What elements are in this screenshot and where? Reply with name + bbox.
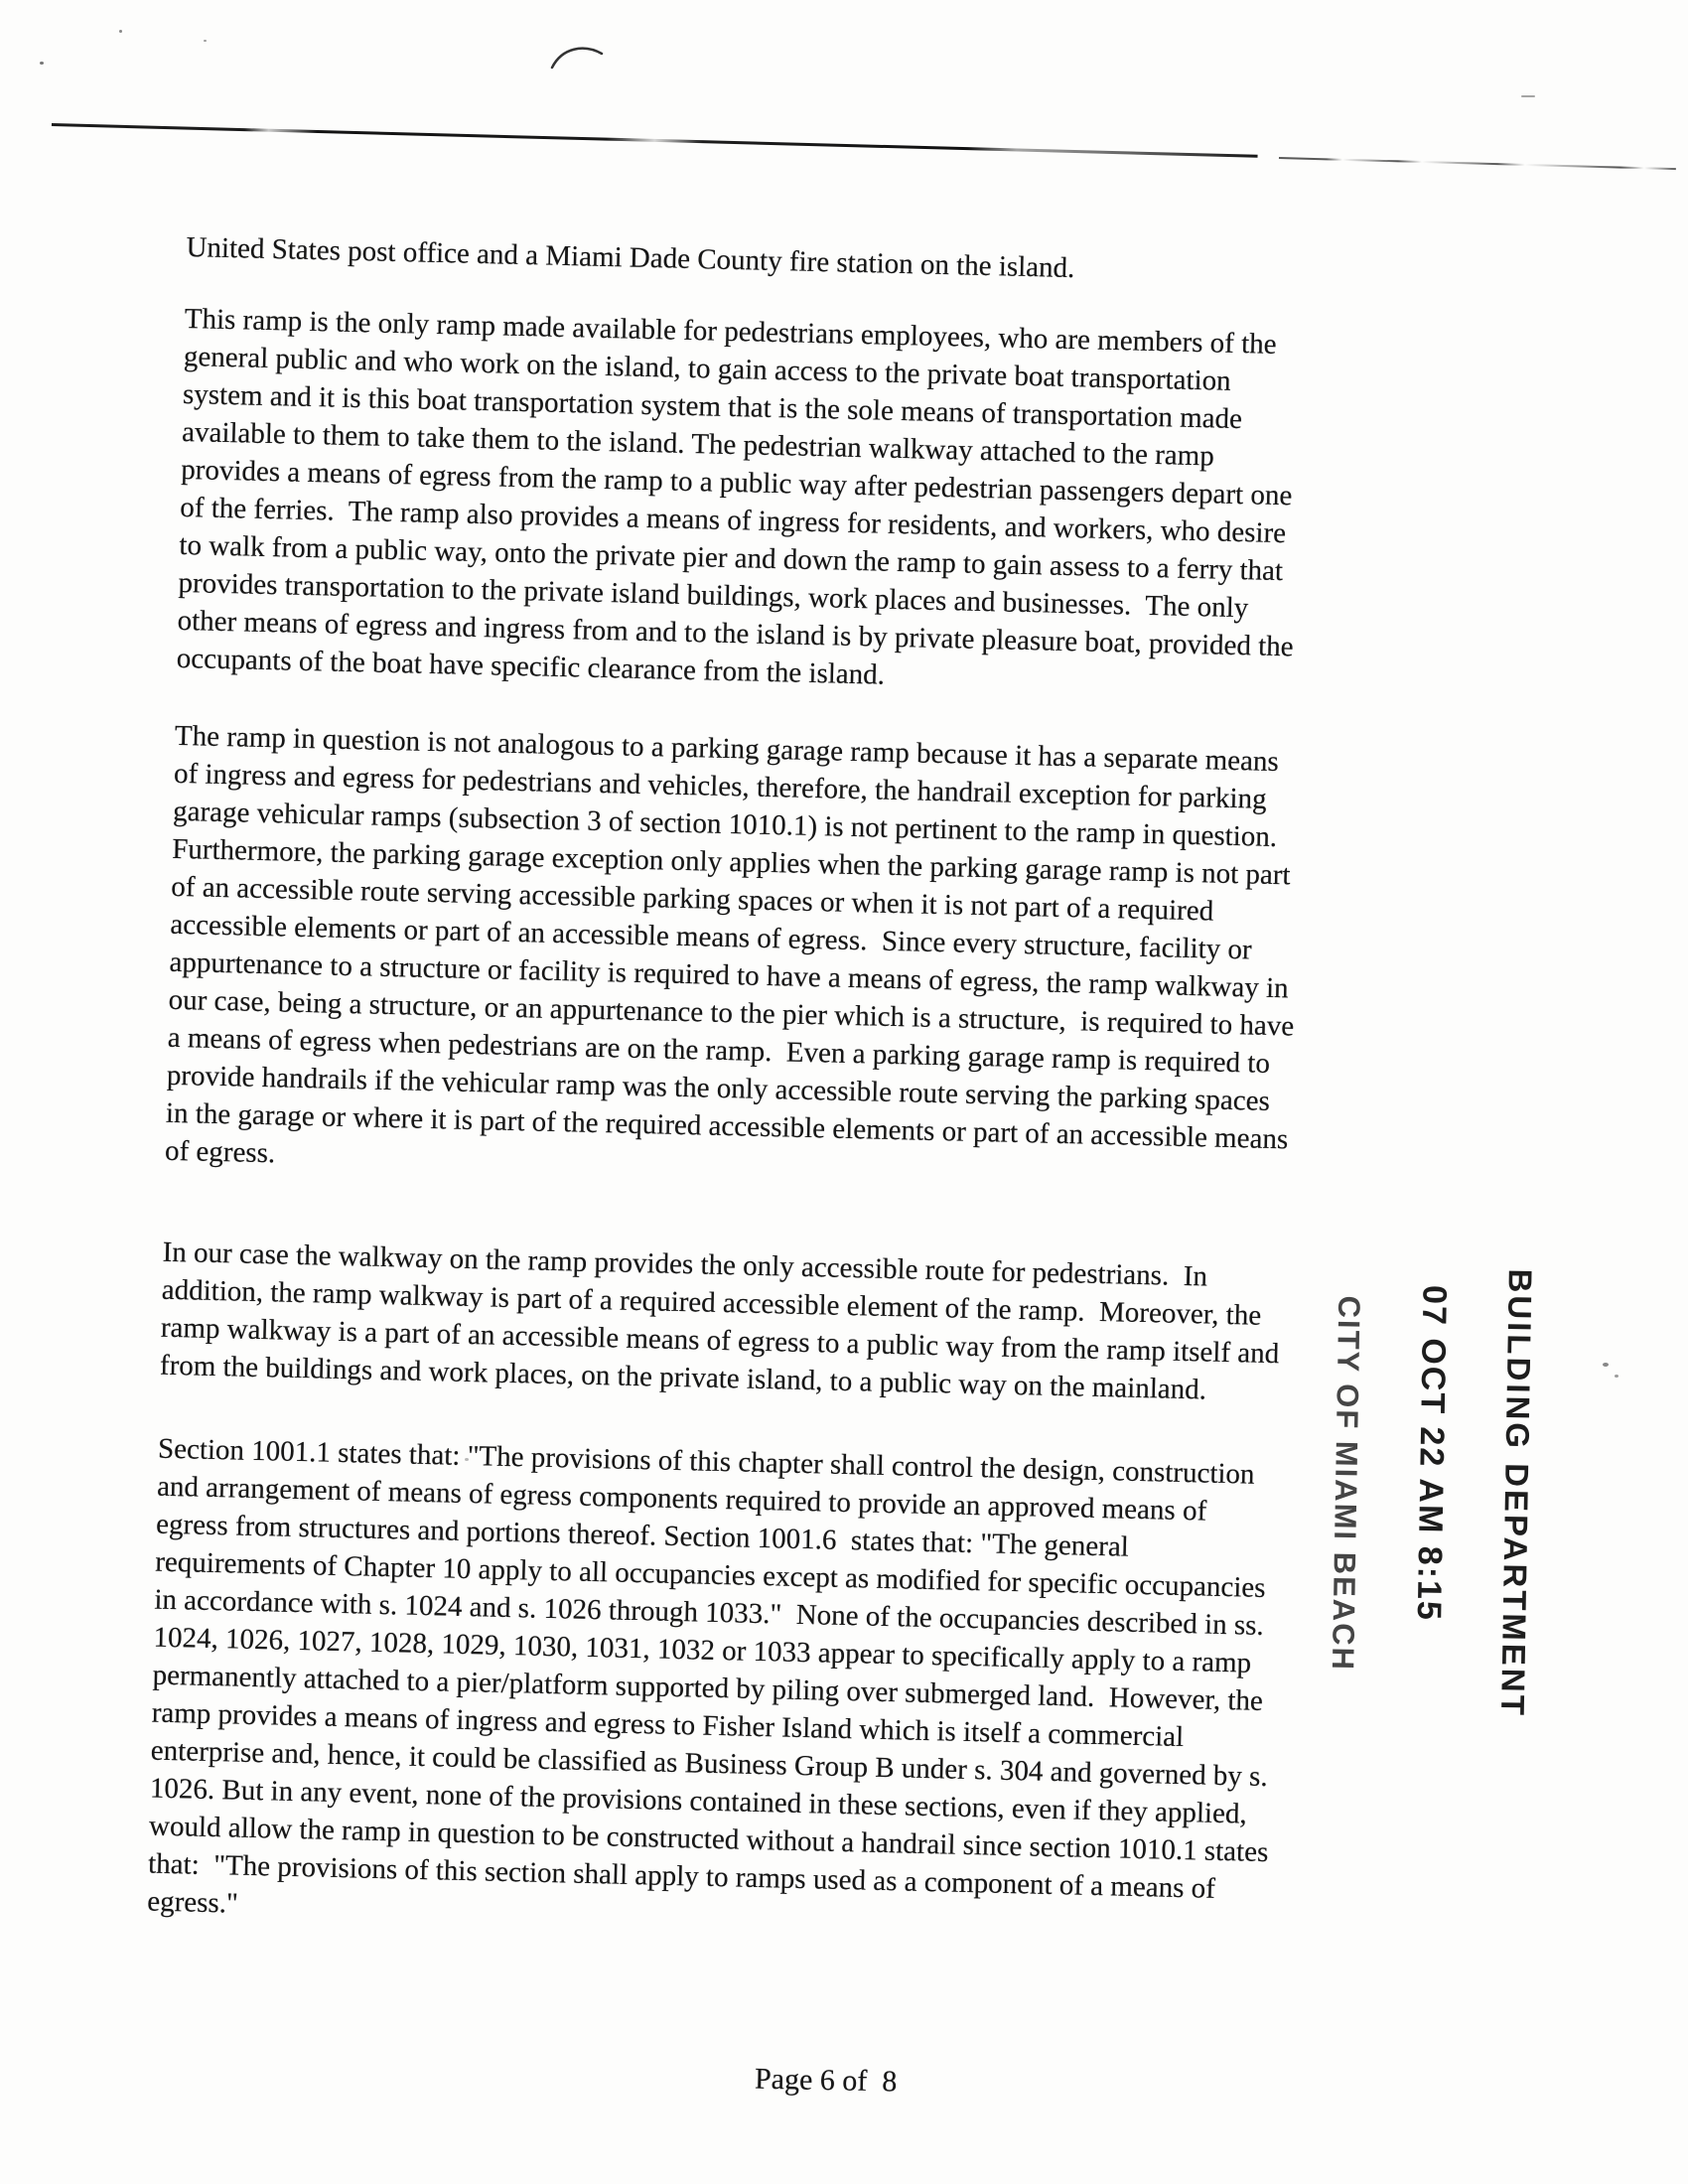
- scan-speck: [1521, 95, 1535, 97]
- scan-edge-line-artifact: [52, 123, 1258, 158]
- page-number-footer: Page 6 of 8: [754, 2062, 898, 2099]
- scan-speck: [204, 40, 207, 42]
- pen-squiggle-artifact: [548, 40, 608, 75]
- scan-speck: [119, 30, 122, 33]
- stamp-date-text: 07 OCT 22 AM 8:15: [1409, 1284, 1454, 1623]
- stamp-city-text: CITY OF MIAMI BEACH: [1325, 1295, 1367, 1673]
- scan-speck: [40, 62, 44, 65]
- paragraph-parking-garage-analogy: The ramp in question is not analogous to a parking garage ramp because it has a separate means of ingress and egress for pedestrians and vehicles, therefore, the handrail exception for parking garage vehicular ramps (subsection 3 of section 1010.1) is not pertinent to the ramp in question. Furthermore, the parking garage exception only applies when the parking garage ramp is not part of an accessible route serving accessible parking spaces or when it is not part of a required accessible elements or part of an accessible means of egress. Since every structure, facility or appurtenance to a structure or facility is required to have a means of egress, the ramp walkway in our case, being a structure, or an appurtenance to the pier which is a structure, is required to have a means of egress when pedestrians are on the ramp. Even a parking garage ramp is required to provide handrails if the vehicular ramp was the only accessible route serving the parking spaces in the garage or where it is part of the required accessible elements or part of an accessible means of egress.: [164, 719, 1295, 1170]
- received-date-stamp: [1299, 1265, 1563, 1719]
- paragraph-section-1001: Section 1001.1 states that: "The provisions of this chapter shall control the design, construction and arrangement of means of egress components required to provide an approved means of egress from structures and portions thereof. Section 1001.6 states that: "The general requirements of Chapter 10 apply to all occupancies except as modified for specific occupancies in accordance with s. 1024 and s. 1026 through 1033." None of the occupancies described in ss. 1024, 1026, 1027, 1028, 1029, 1030, 1031, 1032 or 1033 appear to specifically apply to a ramp permanently attached to a pier/platform supported by piling over submerged land. However, the ramp provides a means of ingress and egress to Fisher Island which is itself a commercial enterprise and, hence, it could be classified as Business Group B under s. 304 and governed by s. 1026. But in any event, none of the provisions contained in these sections, even if they applied, would allow the ramp in question to be constructed without a handrail since section 1010.1 states that: "The provisions of this section shall apply to ramps used as a component of a means of egress.": [146, 1432, 1269, 1920]
- paragraph-walkway-accessible-route: In our case the walkway on the ramp provides the only accessible route for pedestrians. In addition, the ramp walkway is part of a required accessible element of the ramp. Moreover, the ramp walkway is a part of an accessible means of egress to a public way from the ramp itself and from the buildings and work places, on the private island, to a public way on the mainland.: [159, 1236, 1280, 1406]
- paragraph-island-facilities: United States post office and a Miami Dade County fire station on the island.: [186, 230, 1075, 285]
- stamp-building-department-text: BUILDING DEPARTMENT: [1494, 1268, 1539, 1719]
- paragraph-ramp-access: This ramp is the only ramp made available for pedestrians employees, who are members of the general public and who work on the island, to gain access to the private boat transportation system and it is this boat transportation system that is the sole means of transportation made available to them to take them to the island. The pedestrian walkway attached to the ramp provides a means of egress from the ramp to a public way after pedestrian passengers depart one of the ferries. The ramp also provides a means of ingress for residents, and workers, who desire to walk from a public way, onto the private pier and down the ramp to gain assess to a ferry that provides transportation to the private island buildings, work places and businesses. The only other means of egress and ingress from and to the island is by private pleasure boat, provided the occupants of the boat have specific clearance from the island.: [176, 302, 1295, 691]
- scan-edge-line-artifact-right: [1279, 157, 1676, 170]
